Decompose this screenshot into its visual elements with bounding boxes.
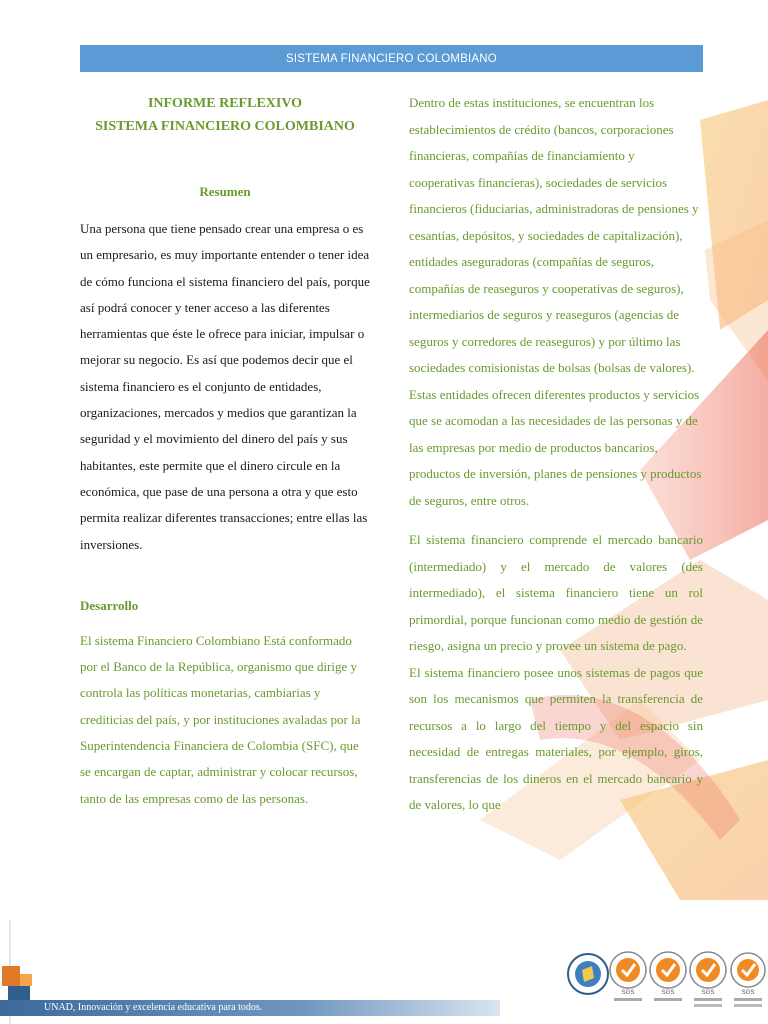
institution-seal-icon [568, 954, 608, 994]
right-paragraph-2: Estas entidades ofrecen diferentes productos y servicios que se acomodan a las necesidades de las personas y de las empresas por medio de productos bancarios, productos de inversión, planes de pensiones y productos de seguros, entre otros. [409, 386, 702, 508]
sgs-certification-icon [731, 953, 765, 987]
resumen-paragraph: Una persona que tiene pensado crear una empresa o es un empresario, es muy importante entender o tener idea de cómo funciona el sistema financiero del país, porque así podrá conocer y tener acceso a las diferentes herramientas que éste le ofrece para iniciar, impulsar o mejorar su negocio. Es así que podemos decir que el sistema financiero es el conjunto de entidades, organizaciones, mercados y medios que garantizan la seguridad y el movimiento del dinero del país y sus habitantes, este permite que el dinero circule en la económica, que pase de una persona a otra y que esto permita realizar diferentes transacciones; entre ellas las inversiones. [80, 221, 370, 552]
doc-title-line2: SISTEMA FINANCIERO COLOMBIANO [95, 119, 355, 134]
sgs-certification-icon [610, 952, 646, 988]
doc-title-line1: INFORME REFLEXIVO [147, 96, 303, 111]
right-column [409, 90, 703, 819]
right-paragraph-1: Dentro de estas instituciones, se encuentran los establecimientos de crédito (bancos, corporaciones financieras, compañías de financiamiento y cooperativas financieras), sociedades de servicios financieros (fiduciarias, administradoras de pensiones y cesantías, depósitos, y sociedades de capitalización), entidades aseguradoras (compañías de seguros, compañías de reaseguros y cooperativas de seguros), intermediarios de seguros y reaseguros (agencias de seguros y corredores de reaseguros) y por último las sociedades comisionistas de bolsas (bolsas de valores). [409, 95, 699, 375]
sgs-label: SGS [661, 990, 675, 996]
right-paragraph-4: El sistema financiero posee unos sistemas de pagos que son los mecanismos que permiten la transferencia de recursos a lo largo del tiempo y del espacio sin necesidad de entregas materiales, por ejemplo, giros, transferencias de los dineros en el mercado bancario y de valores, lo que [409, 664, 703, 812]
right-paragraph-3: El sistema financiero comprende el mercado bancario (intermediado) y el mercado de valores (des intermediado), el sistema financiero tiene un rol primordial, porque funcionan como medio de gestión de riesgo, asigna un precio y provee un sistema de pago. [409, 532, 703, 653]
desarrollo-paragraph: El sistema Financiero Colombiano Está conformado por el Banco de la República, organismo que dirige y controla las políticas monetarias, cambiarias y crediticias del país, y por instituciones avaladas por la Superintendencia Financiera de Colombia (SFC), que se encargan de captar, administrar y colocar recursos, tanto de las empresas como de las personas. [80, 632, 361, 806]
sgs-label: SGS [741, 990, 755, 996]
desarrollo-heading: Desarrollo [80, 597, 139, 613]
sgs-certification-icon [650, 952, 686, 988]
header-band: SISTEMA FINANCIERO COLOMBIANO [80, 45, 703, 72]
sgs-label: SGS [701, 990, 715, 996]
resumen-heading: Resumen [199, 184, 251, 199]
sgs-certification-icon [690, 952, 726, 988]
certification-logos [566, 946, 766, 1016]
sgs-label: SGS [621, 990, 635, 996]
footer-slogan: UNAD, Innovación y excelencia educativa para todos. [0, 1000, 500, 1016]
left-column [80, 92, 370, 812]
